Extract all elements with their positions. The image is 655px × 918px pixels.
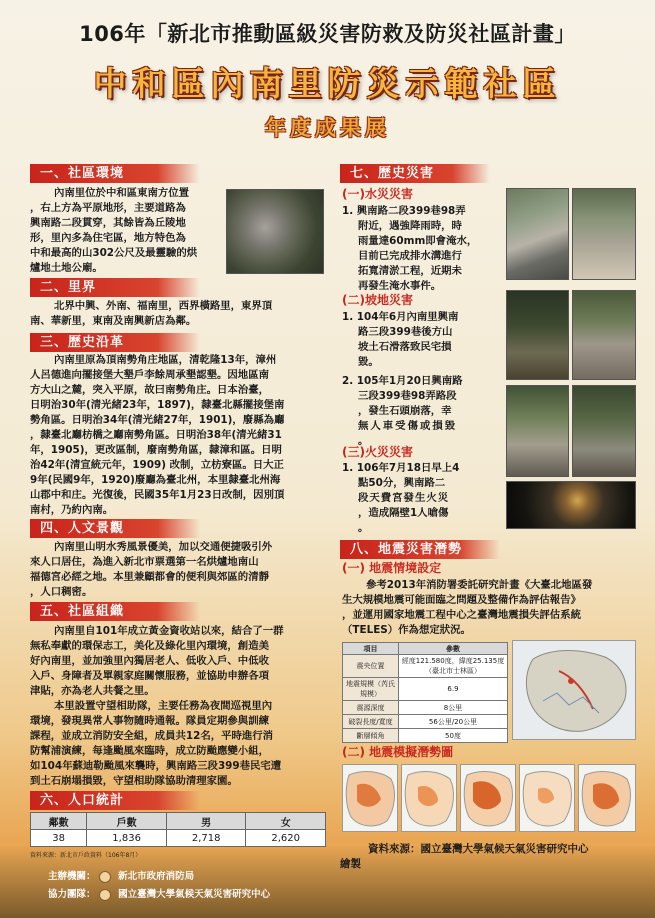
section-heading-disasters: 七、歷史災害 xyxy=(340,164,490,183)
section-heading-environment: 一、社區環境 xyxy=(30,164,200,183)
simulation-map-4 xyxy=(519,764,575,832)
flooded-road-photo-2 xyxy=(572,188,636,280)
quake-header-item: 項目 xyxy=(343,643,399,655)
landslide-photo-4 xyxy=(572,385,636,477)
sim-map-2-graphic xyxy=(402,765,457,832)
organizer-name: 新北市政府消防局 xyxy=(118,871,195,882)
sim-map-5-graphic xyxy=(579,765,636,832)
section-heading-boundary: 二、里界 xyxy=(30,278,200,297)
landslide-photo-1 xyxy=(506,290,569,380)
earthquake-scenario-subheading: (一) 地震情境設定 xyxy=(342,561,442,575)
flood-text: 1. 興南路二段399巷98弄 附近，遇強降雨時，時 雨量達60mm即會淹水， 目前已完成排水溝進行 拓寬清淤工程，近期未 再發生淹水事件。 xyxy=(342,205,478,292)
header-neighborhoods: 鄰數 xyxy=(31,813,87,830)
population-source-note: 資料來源：新北市戶政資料（106年8月） xyxy=(30,852,142,859)
fire-text: 1. 106年7月18日早上4 點50分，興南路二 段天費宮發生火災 ，造成隔壁1人嗆傷 。 xyxy=(342,462,460,534)
quake-row-magnitude: 地震規模（芮氏規模） 6.9 xyxy=(343,678,508,701)
exhibition-subtitle: 年度成果展 xyxy=(265,115,390,140)
sim-map-4-graphic xyxy=(520,765,575,832)
aerial-map-photo xyxy=(226,189,324,274)
organization-text: 內南里自101年成立黃金資收站以來，結合了一群 無私奉獻的環保志工，美化及綠化里內環境，創造美 好內南里，並加強里內獨居老人、低收入戶、中低收 入戶、身障者及單親家庭關懷服務，並協助申辦各項 津貼，亦為老人共餐之里。 本里設置守望相助隊，主要任務為夜間巡視里內 環境，發現異常人事物隨時通報。隊員定期參與訓練 課程，並成立消防安全組，成員共12名，平時進行消 防幫浦演練，每逢颱風來臨時，成立防颱應變小組， 如104年蘇迪勒颱風來襲時，興南路三段399巷民宅遭 到土石崩塌損毀，守望相助隊協助清理家園。 xyxy=(30,625,284,787)
organizer-credit xyxy=(48,868,194,883)
simulation-source: 資料來源：國立臺灣大學氣候天氣災害研究中心 繪製 xyxy=(340,843,589,870)
section-heading-landscape: 四、人文景觀 xyxy=(30,519,200,538)
section-heading-earthquake: 八、地震災害潛勢 xyxy=(340,540,500,559)
flooded-road-photo-1 xyxy=(506,188,569,280)
fault-map-graphic xyxy=(513,641,636,740)
fire-department-seal-icon xyxy=(99,871,111,883)
value-households: 1,836 xyxy=(87,830,167,847)
landslide-text: 1. 104年6月內南里興南 路三段399巷後方山 坡土石滑落致民宅損 毀。 2. 105年1月20日興南路 三段399巷98弄路段 ，發生石頭崩落，幸 無人車受傷或損毀 。 xyxy=(342,311,463,447)
population-value-row xyxy=(31,830,326,847)
simulation-map-5 xyxy=(578,764,636,832)
quake-header-param: 參數 xyxy=(399,643,508,655)
section-heading-organization: 五、社區組織 xyxy=(30,602,200,621)
quake-row-dip: 斷層傾角 50度 xyxy=(343,729,508,743)
environment-text: 內南里位於中和區東南方位置 ，右上方為平原地形，主要道路為 興南路二段貫穿，其餘皆為丘陵地 形，里內多為住宅區，地方特色為 中和最高的山302公尺及最靈驗的烘 爐地土地公廟。 xyxy=(30,187,198,274)
flood-subheading: (一)水災災害 xyxy=(342,187,413,201)
community-title: 中和區內南里防災示範社區 xyxy=(93,64,562,103)
earthquake-scenario-text: 參考2013年消防署委託研究計畫《大臺北地區發 生大規模地震可能面臨之問題及整備作為評估報告》 ，並運用國家地震工程中心之臺灣地震損失評估系統 （TELES）作為想定狀況。 xyxy=(342,579,593,636)
header-households: 戶數 xyxy=(87,813,167,830)
quake-row-depth: 震源深度 8公里 xyxy=(343,701,508,715)
boundary-text: 北界中興、外南、福南里，西界橫路里，東界頂 南、華新里，東南及南興新店為鄰。 xyxy=(30,300,273,327)
value-male: 2,718 xyxy=(166,830,246,847)
history-text: 內南里原為頂南勢角庄地區，清乾隆13年，漳州 人呂德進向擺接堡大墾戶李餘周承墾認墾。因地區南 方大山之麓，突入平原，故曰南勢角庄。日本治臺， 日明治30年(清光緒23年，1897)，隸臺北縣擺接堡南 勢角區。日明治34年(清光緒27年，1901)，廢縣為廳 ，隸臺北廳枋橋之廳南勢角區。日明治38年(清光緒31 年，1905)，更改區制，廢南勢角區，隸漳和區。日明 治42年(清宣統元年，1909) 改制，立枋寮區。日大正 9年(民國9年，1920)廢廳為臺北州，本里隸臺北州海 山郡中和庄。光復後，民國35年1月23日改制，因別頂 南村，乃約內南。 xyxy=(30,354,285,516)
value-neighborhoods: 38 xyxy=(31,830,87,847)
section-heading-history: 三、歷史沿革 xyxy=(30,333,200,352)
landslide-photo-2 xyxy=(572,290,636,380)
fire-subheading: (三)火災災害 xyxy=(342,445,413,459)
simulation-subheading: (二) 地震模擬潛勢圖 xyxy=(342,745,454,759)
partner-label: 協力團隊： xyxy=(48,889,96,900)
landslide-photo-3 xyxy=(506,385,569,477)
sim-map-3-graphic xyxy=(461,765,516,832)
quake-row-rupture: 破裂長度/寬度 56公里/20公里 xyxy=(343,715,508,729)
population-header-row xyxy=(31,813,326,830)
fire-photo xyxy=(506,481,636,529)
value-female: 2,620 xyxy=(246,830,326,847)
section-heading-population: 六、人口統計 xyxy=(30,791,200,810)
header-female: 女 xyxy=(246,813,326,830)
quake-row-epicenter: 震央位置 經度121.580度，緯度25.135度（臺北市士林區） xyxy=(343,655,508,678)
sim-map-1-graphic xyxy=(343,765,398,832)
fault-location-map xyxy=(512,640,636,740)
event-title: 106年「新北市推動區級災害防救及防災社區計畫」 xyxy=(79,22,576,46)
partner-name: 國立臺灣大學氣候天氣災害研究中心 xyxy=(118,889,271,900)
landscape-text: 內南里山明水秀風景優美，加以交通便捷吸引外 來人口居住，為進入新北市票選第一名烘爐地南山 福德宮必經之地。本里兼顧都會的便利與郊區的清靜 ，人口稠密。 xyxy=(30,541,273,598)
earthquake-parameter-table xyxy=(342,642,508,743)
simulation-map-2 xyxy=(401,764,457,832)
simulation-map-3 xyxy=(460,764,516,832)
partner-credit xyxy=(48,886,270,901)
simulation-map-1 xyxy=(342,764,398,832)
landslide-subheading: (二)坡地災害 xyxy=(342,293,413,307)
organizer-label: 主辦機關： xyxy=(48,871,96,882)
population-table xyxy=(30,812,326,847)
header-male: 男 xyxy=(166,813,246,830)
university-seal-icon xyxy=(99,889,111,901)
